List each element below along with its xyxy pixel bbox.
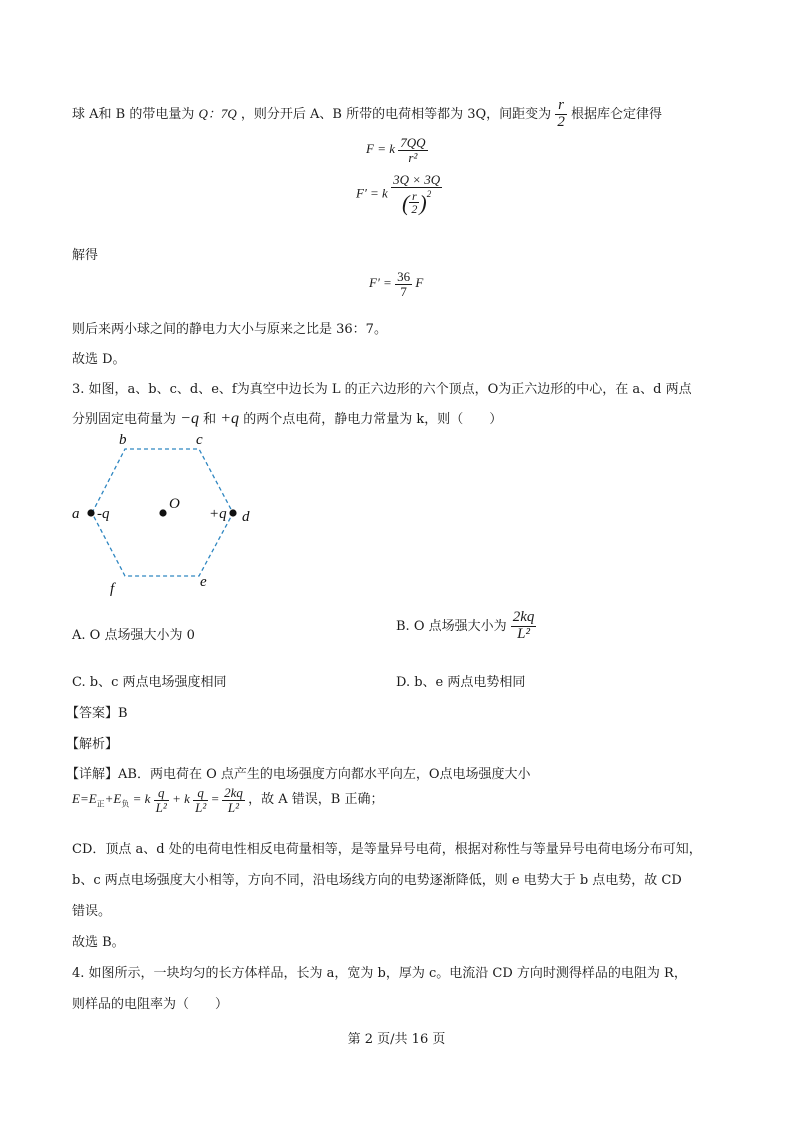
eq3-fraction: [395, 270, 412, 298]
formula-sub-negative: 负: [121, 799, 130, 809]
fraction-denominator: 2: [557, 113, 565, 130]
equation-result: [369, 270, 423, 298]
formula-eq2: =: [211, 791, 219, 807]
formula-term2: [193, 786, 208, 814]
eq1-lhs: F = k: [366, 141, 395, 157]
equation-coulomb-original: [366, 136, 428, 164]
option-a: A. O 点场强大小为 0: [72, 628, 195, 643]
formula-plus: +E: [104, 791, 122, 807]
term1-num: q: [157, 785, 165, 800]
eq2-exponent: 2: [426, 188, 432, 199]
label-a: a: [72, 506, 80, 522]
eq2-inner-num: r: [412, 188, 417, 203]
text-line-1: [72, 98, 662, 131]
point-d-dot: [229, 509, 236, 516]
charge-label-d: +q: [209, 506, 227, 522]
eq1-numerator: 7QQ: [400, 135, 426, 150]
distance-fraction: [555, 98, 567, 131]
fraction-numerator: r: [558, 97, 564, 113]
eq2-inner-den: 2: [411, 202, 418, 217]
eq1-fraction: [398, 136, 427, 164]
eq3-numerator: 36: [397, 269, 411, 284]
q4-stem-line-1: 4. 如图所示，一块均匀的长方体样品，长为 a，宽为 b，厚为 c。电流沿 CD 方向时测得样品的电阻为 R，: [72, 966, 687, 981]
eq2-fraction: [391, 173, 442, 216]
cd-line-3: 错误。: [72, 904, 112, 919]
eq1-denominator: r²: [398, 150, 427, 165]
label-c: c: [196, 432, 203, 448]
eq3-denominator: 7: [395, 284, 412, 299]
q3-stem-line-2: [72, 408, 502, 428]
label-e: e: [200, 574, 207, 590]
q3-line2-pre: 分别固定电荷量为: [72, 412, 177, 427]
option-d: D. b、e 两点电势相同: [396, 675, 526, 690]
term2-num: q: [197, 785, 204, 800]
point-a-dot: [87, 509, 94, 516]
formula-mid: + k: [172, 791, 190, 807]
point-o-dot: [159, 509, 166, 516]
answer-previous: 故选 D。: [72, 352, 126, 367]
option-b-fraction: [511, 610, 537, 643]
charge-label-a: -q: [97, 506, 110, 522]
formula-term3: [222, 786, 245, 814]
field-strength-formula: [72, 786, 383, 814]
option-c: C. b、c 两点电场强度相同: [72, 675, 227, 690]
detail-line: 【详解】AB．两电荷在 O 点产生的电场强度方向都水平向左，O点电场强度大小: [66, 767, 531, 782]
term1-den: L²: [155, 799, 167, 815]
eq2-lhs: F′ = k: [356, 185, 388, 201]
q3-line2-post: 的两个点电荷，静电力常量为 k，则（ ）: [243, 412, 503, 427]
formula-term1: [154, 786, 169, 814]
formula-tail: ，故 A 错误，B 正确；: [248, 792, 384, 808]
formula-lhs: E=E: [72, 791, 97, 807]
term2-den: L²: [195, 799, 207, 815]
label-d: d: [242, 509, 250, 525]
positive-charge: +q: [220, 410, 240, 427]
hexagon-figure: [66, 428, 266, 600]
q4-stem-line-2: 则样品的电阻率为（ ）: [72, 997, 229, 1012]
answer-value: B: [118, 706, 128, 721]
option-b-denominator: L²: [511, 626, 537, 643]
term3-num: 2kq: [224, 785, 243, 800]
formula-sub-positive: 正: [96, 799, 105, 809]
q3-conclusion: 故选 B。: [72, 935, 125, 950]
answer-line: [66, 702, 128, 721]
option-b: [396, 610, 536, 643]
eq3-rhs: F: [415, 275, 424, 291]
eq2-numerator: 3Q × 3Q: [393, 172, 441, 187]
formula-eq: = k: [132, 791, 151, 807]
page-footer: 第 2 页/共 16 页: [347, 1032, 446, 1047]
label-o: O: [169, 496, 180, 512]
q3-line2-and: 和: [203, 412, 217, 427]
solve-label: 解得: [72, 248, 99, 263]
line1-mid: ，则分开后 A、B 所带的电荷相等都为 3Q，间距变为: [240, 106, 552, 122]
eq3-lhs: F′ =: [369, 275, 392, 291]
equation-coulomb-new: [356, 173, 442, 216]
option-b-text: B. O 点场强大小为: [396, 618, 507, 634]
q3-stem-line-1: 3. 如图，a、b、c、d、e、f为真空中边长为 L 的正六边形的六个顶点，O为正六边形的中心，在 a、d 两点: [72, 382, 692, 397]
answer-tag: 【答案】: [66, 706, 119, 721]
analysis-tag: 【解析】: [66, 737, 119, 752]
label-b: b: [119, 432, 127, 448]
label-f: f: [110, 581, 115, 597]
line1-pre: 球 A和 B 的带电量为: [72, 106, 195, 122]
conclusion-ratio: 则后来两小球之间的静电力大小与原来之比是 36：7。: [72, 322, 387, 337]
cd-line-2: b、c 两点电场强度大小相等，方向不同，沿电场线方向的电势逐渐降低，则 e 电势大于 b 点电势，故 CD: [72, 873, 682, 888]
term3-den: L²: [222, 800, 245, 815]
eq2-denominator: ( $\frac{r}{2}$ )$^2$: [391, 187, 442, 216]
line1-post: 根据库仑定律得: [570, 106, 662, 122]
option-b-numerator: 2kq: [512, 609, 535, 625]
negative-charge: −q: [180, 410, 199, 427]
cd-line-1: CD．顶点 a、d 处的电荷电性相反电荷量相等，是等量异号电荷，根据对称性与等量异号电荷电场分布可知，: [72, 842, 702, 857]
charge-ratio: Q：7Q: [198, 105, 237, 121]
